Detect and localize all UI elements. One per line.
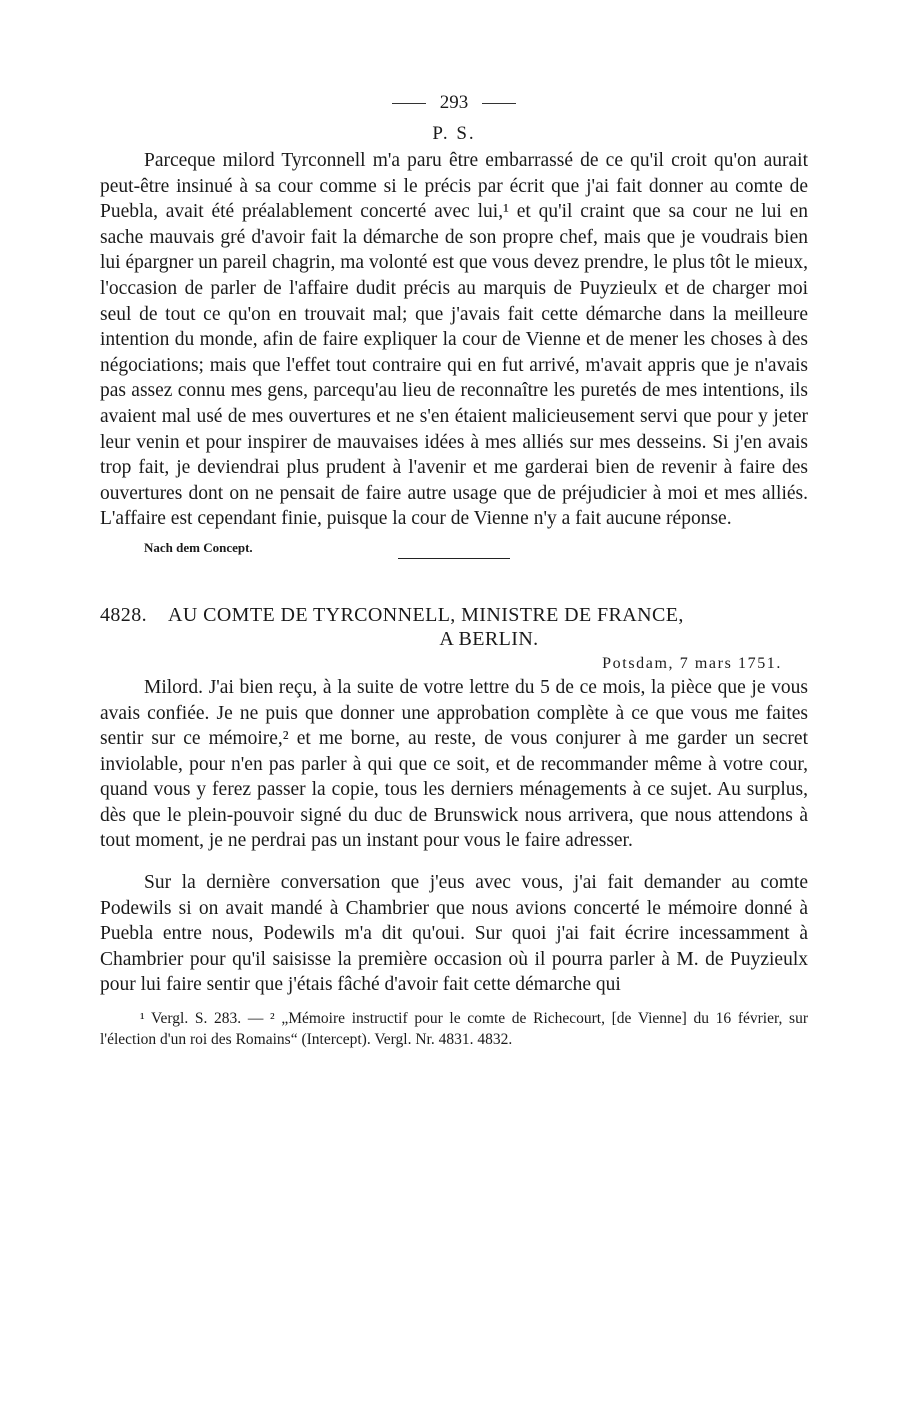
ps-body: [100, 148, 808, 532]
document-heading: [100, 603, 808, 651]
document-title-line1: AU COMTE DE TYRCONNELL, MINISTRE DE FRANCE,: [168, 603, 684, 626]
footnotes: [100, 1008, 808, 1050]
section-divider: [398, 558, 510, 559]
page: [100, 86, 808, 1050]
source-note: Nach dem Concept.: [144, 539, 253, 555]
ps-paragraph: Parceque milord Tyrconnell m'a paru être embarrassé de ce qu'il croit qu'on aurait peut-être insinué à sa cour comme si le précis par écrit que j'ai fait donner au comte de Puebla, avait été préalablement concerté avec lui,¹ et qu'il craint que sa cour ne lui en sache mauvais gré d'avoir fait la démarche de son propre chef, mais que je voudrais bien lui épargner un pareil chagrin, ma volonté est que vous devez prendre, le plus tôt le mieux, l'occasion de parler de l'affaire dudit précis au marquis de Puyzieulx et de charger moi seul de tout ce qu'on en trouvait mal; que j'avais fait cette démarche dans la meilleure intention du monde, afin de faire expliquer la cour de Vienne et de mener les choses à des négociations; mais que l'effet tout contraire qui en fut arrivé, m'avait appris que je n'avais pas assez connu mes gens, parcequ'au lieu de reconnaître les puretés de mes intentions, ils avaient mal usé de mes ouvertures et ne s'en étaient malicieusement servi que pour y jeter leur venin et pour inspirer de mauvaises idées à mes alliés sur mes desseins. Si j'en avais trop fait, je deviendrai plus prudent à l'avenir et me garderai bien de revenir à faire des ouvertures dont on ne pensait de faire autre usage que de préjudicier à moi et mes alliés. L'affaire est cependant finie, puisque la cour de Vienne n'y a fait aucune réponse.: [100, 150, 808, 530]
header-dash-right: [482, 103, 516, 104]
document-number: 4828.: [100, 603, 147, 626]
page-header: [100, 86, 808, 120]
page-number: 293: [439, 92, 469, 113]
ps-heading: P. S.: [432, 123, 476, 144]
document-title-line2: A BERLIN.: [439, 627, 539, 650]
dateline: Potsdam, 7 mars 1751.: [602, 654, 782, 672]
header-dash-left: [392, 103, 426, 104]
letter-paragraph-1: Milord. J'ai bien reçu, à la suite de votre lettre du 5 de ce mois, la pièce que je vous avais confiée. Je ne puis que donner une approbation complète à ce que vous me faites sentir sur ce mémoire,² et me borne, au reste, de vous conjurer à me garder un secret inviolable, pour n'en pas parler à qui que ce soit, et de recommander même à votre cour, quand vous y ferez passer la copie, tous les derniers ménagements à ce sujet. Au surplus, dès que le plein-pouvoir signé du duc de Brunswick nous arrivera, que nous attendons à tout moment, je ne perdrai pas un instant pour vous le faire adresser.: [100, 676, 808, 852]
letter-body: [100, 675, 808, 998]
letter-paragraph-2: Sur la dernière conversation que j'eus avec vous, j'ai fait demander au comte Podewils si on avait mandé à Chambrier que nous avions concerté le mémoire donné à Puebla entre nous, Podewils m'a dit qu'oui. Sur quoi j'ai fait écrire incessamment à Chambrier pour qu'il saisisse la première occasion où il pourra parler à M. de Puyzieulx pour lui faire sentir que j'étais fâché d'avoir fait cette démarche qui: [100, 872, 808, 996]
footnote-text: ¹ Vergl. S. 283. — ² „Mémoire instructif pour le comte de Richecourt, [de Vienne] du 16 février, sur l'élection d'un roi des Romains“ (Intercept). Vergl. Nr. 4831. 4832.: [100, 1010, 808, 1049]
